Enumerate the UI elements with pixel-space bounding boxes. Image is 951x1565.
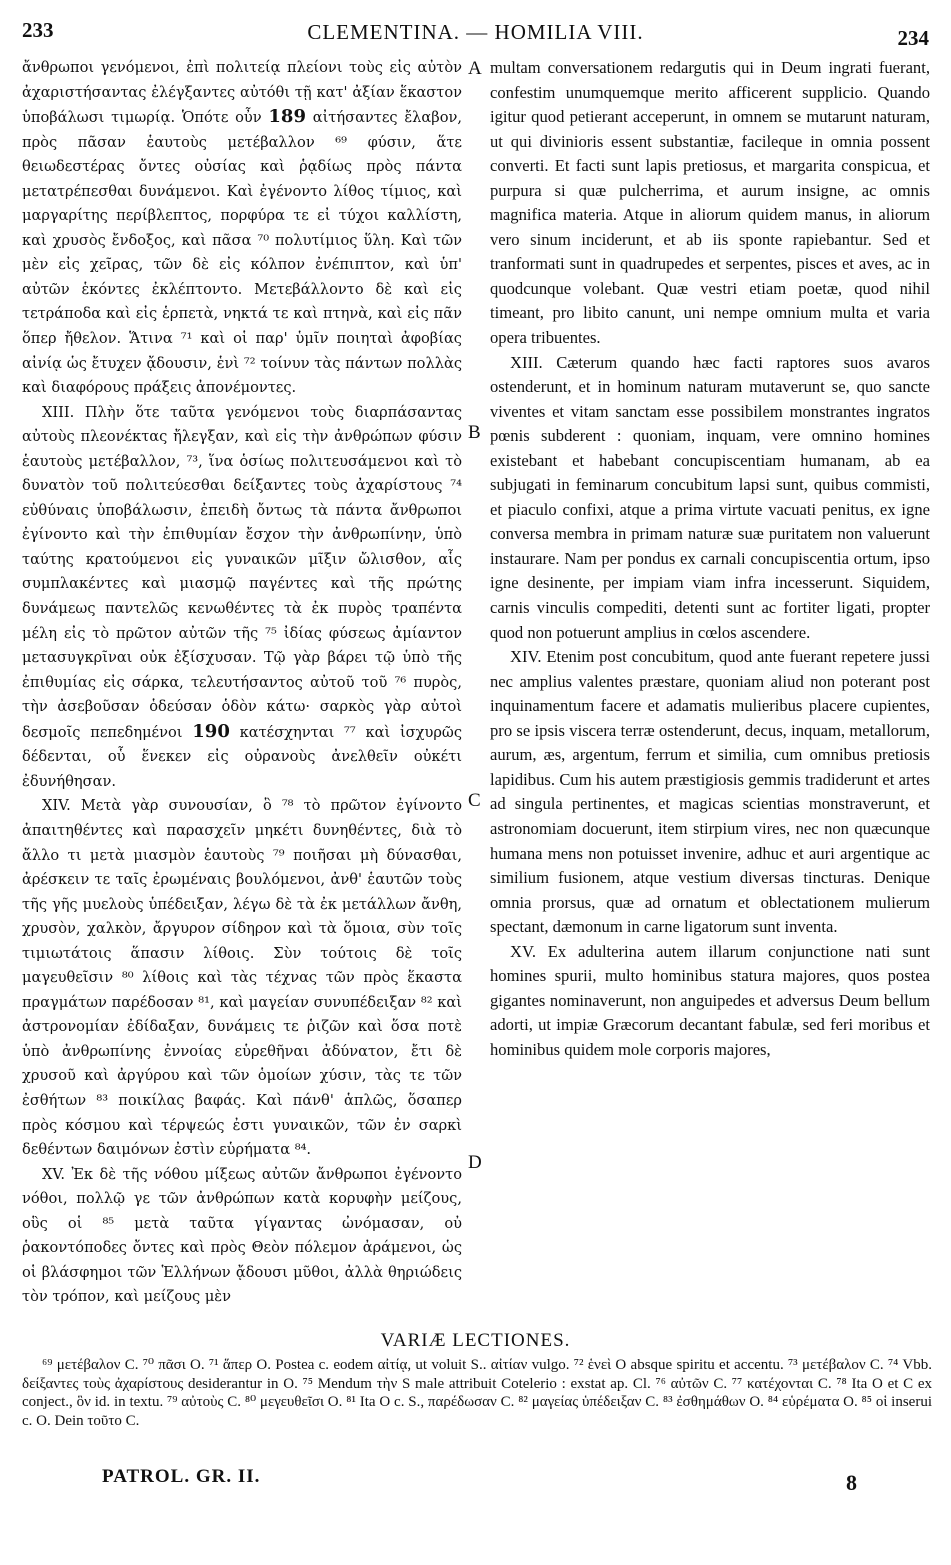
- greek-paragraph-xiii: [22, 401, 462, 795]
- latin-paragraph-1: multam conversationem redargutis qui in Deum ingrati fuerant, confestim unumquemque merito afficerent supplicio. Quando igitur quod petierant acceperunt, in omnem se mutarunt naturam, ut qui divinioris essent substantiæ, facileque in omnia possent converti. Et facti sunt lapis pretiosus, et margarita conspicua, et purpura si quæ pulcherrima, et aurum insigne, ac omnis magnifica materia. Atque in aliorum quidem manus, in aliorum vero sinum inciderunt, et ab iis sponte rapiebantur. Sed et tranformati sunt in quadrupedes et serpentes, pisces et aves, ac in quodcunque volebant. Quæ vestri etiam poetæ, quod nihil timeant, pro libito canunt, uni nempe omnium multa et varia opera tribuentes.: [490, 58, 930, 348]
- footer-signature-number: 8: [846, 1470, 857, 1495]
- greek-paragraph-xiv: XIV. Μετὰ γὰρ συνουσίαν, ὃ ⁷⁸ τὸ πρῶτον ἐγίνοντο ἀπαιτηθέντες καὶ παρασχεῖν μηκέτι δυνηθέντες, διὰ τὸ ἄλλο τι μετὰ μιασμὸν ἑαυτοὺς ⁷⁹ ποιῆσαι μὴ δύνασθαι, ἀρέσκειν τε ταῖς ἐρωμέναις βουλόμενοι, ἀνθ' ἑαυτῶν τοὺς τῆς γῆς μυελοὺς ὑπέδειξαν, λέγω δὲ τὰ ἐκ μετάλλων ἄνθη, χρυσὸν, χαλκὸν, ἄργυρον σίδηρον καὶ τὰ ὅμοια, σὺν τοῖς τιμιωτάτοις ἅπασιν λίθοις. Σὺν τούτοις δὲ τοῖς μαγευθεῖσιν ⁸⁰ λίθοις καὶ τὰς τέχνας τῶν πρὸς ἕκαστα πραγμάτων παρέδοσαν ⁸¹, καὶ μαγείαν συνυπέδειξαν ⁸² καὶ ἀστρονομίαν ἐδίδαξαν, δυνάμεις τε ῥιζῶν καὶ ὅσα ποτὲ ὑπὸ ἀνθρωπίνης ἐννοίας εὑρεθῆναι ἀδύνατον, ἔτι δὲ χρυσοῦ καὶ ἀργύρου καὶ τῶν ὁμοίων χύσιν, τὰς τε τῶν ἐσθήτων ⁸³ ποικίλας βαφάς. Καὶ πάνθ' ἁπλῶς, ὅσαπερ πρὸς κόσμου καὶ τέρψεώς ἐστι γυναικῶν, τῶν ἐν σαρκὶ δεθέντων δαιμόνων ἐστὶν εὑρήματα ⁸⁴.: [22, 797, 462, 1159]
- greek-text: XIII. Πλὴν ὅτε ταῦτα γενόμενοι τοὺς διαρπάσαντας αὐτοὺς πλεονέκτας ἤλεγξαν, καὶ εἰς τὴν ἀνθρώπων φύσιν ἑαυτοὺς μετέβαλλον, ⁷³, ἵνα ὁσίως πολιτευσάμενοι καὶ τὸ δυνατὸν τοῦ πολιτεύεσθαι δείξαντες τοὺς ἀχαρίστους ⁷⁴ εὐθύναις ὑποβάλωσιν, ἐπειδὴ ὄντως τὰ πάντα ἄνθρωποι ἐγίνοντο καὶ τὴν ἐπιθυμίαν ἔσχον τὴν ἀνθρωπίνην, ὑπὸ ταύτης κρατούμενοι εἰς γυναικῶν μῖξιν ὤλισθον, αἷς συμπλακέντες καὶ μιασμῷ παγέντες καὶ τῆς πρώτης δυνάμεως παντελῶς κενωθέντες τὰ ἐκ πυρὸς τραπέντα μέλη εἰς τὸ πρῶτον αὐτῶν τῆς ⁷⁵ ἰδίας φύσεως ἀμίαντον μετασυγκρῖναι οὐκ ἐξίσχυσαν. Τῷ γὰρ βάρει τῷ ὑπὸ τῆς ἐπιθυμίας εἰς σάρκα, τελευτήσαντος αὐτοῦ τοῦ ⁷⁶ πυρὸς, τὴν ἀσεβοῦσαν ὁδεύσαν ὁδὸν κάτω· σαρκὸς γὰρ αὐτοὶ δεσμοῖς πεπεδημένοι: [22, 403, 462, 741]
- variae-lectiones-title: VARIÆ LECTIONES.: [380, 1330, 571, 1351]
- margin-letter-c: C: [468, 790, 481, 811]
- greek-text: κατέσχηνται ⁷⁷ καὶ ἰσχυρῶς δέδενται, οὗ ἕνεκεν εἰς οὐρανοὺς ἀνελθεῖν οὐκέτι ἐδυνήθησαν.: [22, 723, 463, 790]
- variae-lectiones: [22, 1356, 932, 1430]
- page-number-left: 233: [22, 18, 54, 42]
- page-header: [22, 18, 929, 50]
- latin-paragraph-xiv: XIV. Etenim post concubitum, quod ante fuerant repetere jussi nec amplius valentes præstare, quoniam aliud non poterant post inquinamentum facere et adamatis mulieribus placere cupientes, pro se ipsis viscera terræ ostenderunt, decus, inquam, metallorum, aurum, æs, argentum, ferrum et similia, cum omnibus pretiosis lapidibus. Cum his autem præstigiosis gemmis tradiderunt et artes ad singula pertinentes, et magicas scientias monstraverunt, et astronomiam docuerunt, item stirpium vires, nec non quæcunque humana mens non potuisset invenire, adhuc et auri argentique ac similium fusionem, atque vestium diversas tincturas. Denique omnia prorsus, quæ ad ornatum et oblectationem mulierum spectant, dæmonum in carne ligatorum sunt inventa.: [490, 647, 930, 937]
- greek-text: αἰτήσαντες ἔλαβον, πρὸς πᾶσαν ἑαυτοὺς μετέβαλλον ⁶⁹ φύσιν, ἅτε θειωδεστέρας ὄντες οὐσίας καὶ ῥᾳδίως πρὸς πάντα μετατρέπεσθαι δυνάμενοι. Καὶ ἐγένοντο λίθος τίμιος, καὶ μαργαρίτης περίβλεπτος, πορφύρα τε εἰ τύχοι καλλίστη, καὶ χρυσὸς ἔνδοξος, καὶ πᾶσα ⁷⁰ πολυτίμιος ὕλη. Καὶ τῶν μὲν εἰς χεῖρας, τῶν δὲ εἰς κόλπον ἐνέπιπτον, καὶ ὑπ' αὐτῶν ἑκόντες ἐκλέπτοντο. Μετεβάλλοντο δὲ καὶ εἰς τετράποδα καὶ εἰς ἑρπετὰ, νηκτά τε καὶ πτηνὰ, καὶ εἰς πᾶν ὅπερ ἤθελον. Ἅτινα ⁷¹ καὶ οἱ παρ' ὑμῖν ποιηταὶ ἀφοβίας αἰνίᾳ ὡς ἔτυχεν ᾄδουσιν, ἑνὶ ⁷² τοίνυν τὰς πάντων πολλὰς καὶ διαφόρους πράξεις ἀπονέμοντες.: [22, 109, 463, 397]
- margin-letter-d: D: [468, 1152, 482, 1173]
- greek-paragraph-xv: XV. Ἐκ δὲ τῆς νόθου μίξεως αὐτῶν ἄνθρωποι ἐγένοντο νόθοι, πολλῷ γε τῶν ἀνθρώπων κατὰ κορυφὴν μείζους, οὓς οἱ ⁸⁵ μετὰ ταῦτα γίγαντας ὠνόμασαν, οὐ ῥακοντόποδες ὄντες καὶ πρὸς Θεὸν πόλεμον ἀράμενοι, ὡς οἱ βλάσφημοι τῶν Ἑλλήνων ᾄδουσι μῦθοι, ἀλλὰ θηριώδεις τὸν τρόπον, καὶ μείζους μὲν: [22, 1165, 462, 1306]
- latin-paragraph-xiii: XIII. Cæterum quando hæc facti raptores suos avaros ostenderunt, et in hominum naturam mutaverunt se, quo sancte viventes et vitam sanctam esse possibilem monstrantes ingratos pœnis subderent : quoniam, inquam, vere omnino homines existebant et habebant concupiscentiam humanam, ab ea subjugati in feminarum concubitum lapsi sunt, quibus commisti, et piaculo confixi, atque a prima virtute vacuati penitus, ex igne conversa membra in primam naturæ suæ puritatem non valuerunt instaurare. Nam per pondus ex carnali concupiscentia ortum, ipso igne desinente, per impiam viam infra incesserunt. Siquidem, carnis vinculis compediti, detenti sunt ac fortiter ligati, propter quod non potuerunt amplius in cœlos ascendere.: [490, 352, 930, 642]
- latin-paragraph-xv: XV. Ex adulterina autem illarum conjunctione nati sunt homines spurii, multo hominibus statura majores, quos postea gigantes nominaverunt, non anguipedes et adversus Deum bellum adorti, ut impiæ Græcorum decantant fabulæ, sed feri moribus et hominibus quidem mole corporis majores,: [490, 941, 930, 1059]
- greek-paragraph-1: [22, 56, 462, 401]
- margin-letter-a: A: [468, 58, 482, 79]
- running-title: CLEMENTINA. — HOMILIA VIII.: [307, 20, 644, 44]
- margin-letter-b: B: [468, 422, 481, 443]
- greek-text: ἄνθρωποι γενόμενοι, ἐπὶ πολιτείᾳ πλείονι τοὺς εἰς αὐτὸν ἀχαριστήσαντας ἐλέγξαντες αὐτόθι τῇ κατ' ἀξίαν ἕκαστον ὑποβάλωσι τιμωρίᾳ. Ὁπότε οὖν: [22, 59, 462, 127]
- variae-lectiones-text: ⁶⁹ μετέβαλον C. ⁷⁰ πᾶσι O. ⁷¹ ἅπερ O. Postea c. eodem αἰτίᾳ, ut voluit S.. αἰτίαν vulgo. ⁷² ἑνεὶ O absque spiritu et accentu. ⁷³ μετέβαλον C. ⁷⁴ Vbb. δείξαντες τοὺς ἀχαρίστους desiderantur in O. ⁷⁵ Mendum τὴν S male attribuit Cotelerio : exstat ap. Cl. ⁷⁶ αὐτῶν C. ⁷⁷ κατέχονται C. ⁷⁸ Ita O et C ex conject., ὃν id. in textu. ⁷⁹ αὐτοὺς C. ⁸⁰ μεγευθεῖσι O. ⁸¹ Ita O c. S., παρέδωσαν C. ⁸² μαγείας ὑπέδειξαν C. ⁸³ ἐσθημάθων O. ⁸⁴ εὑρέματα O. ⁸⁵ οἱ inserui c. O. Dein τοῦτο C.: [22, 1357, 932, 1429]
- footer-signature: PATROL. GR. II.: [102, 1466, 261, 1487]
- page-number-right: 234: [897, 26, 929, 50]
- migne-column-marker: 189: [268, 106, 306, 128]
- greek-column: [22, 56, 462, 1310]
- latin-column: [490, 56, 930, 1062]
- migne-column-marker: 190: [192, 720, 230, 742]
